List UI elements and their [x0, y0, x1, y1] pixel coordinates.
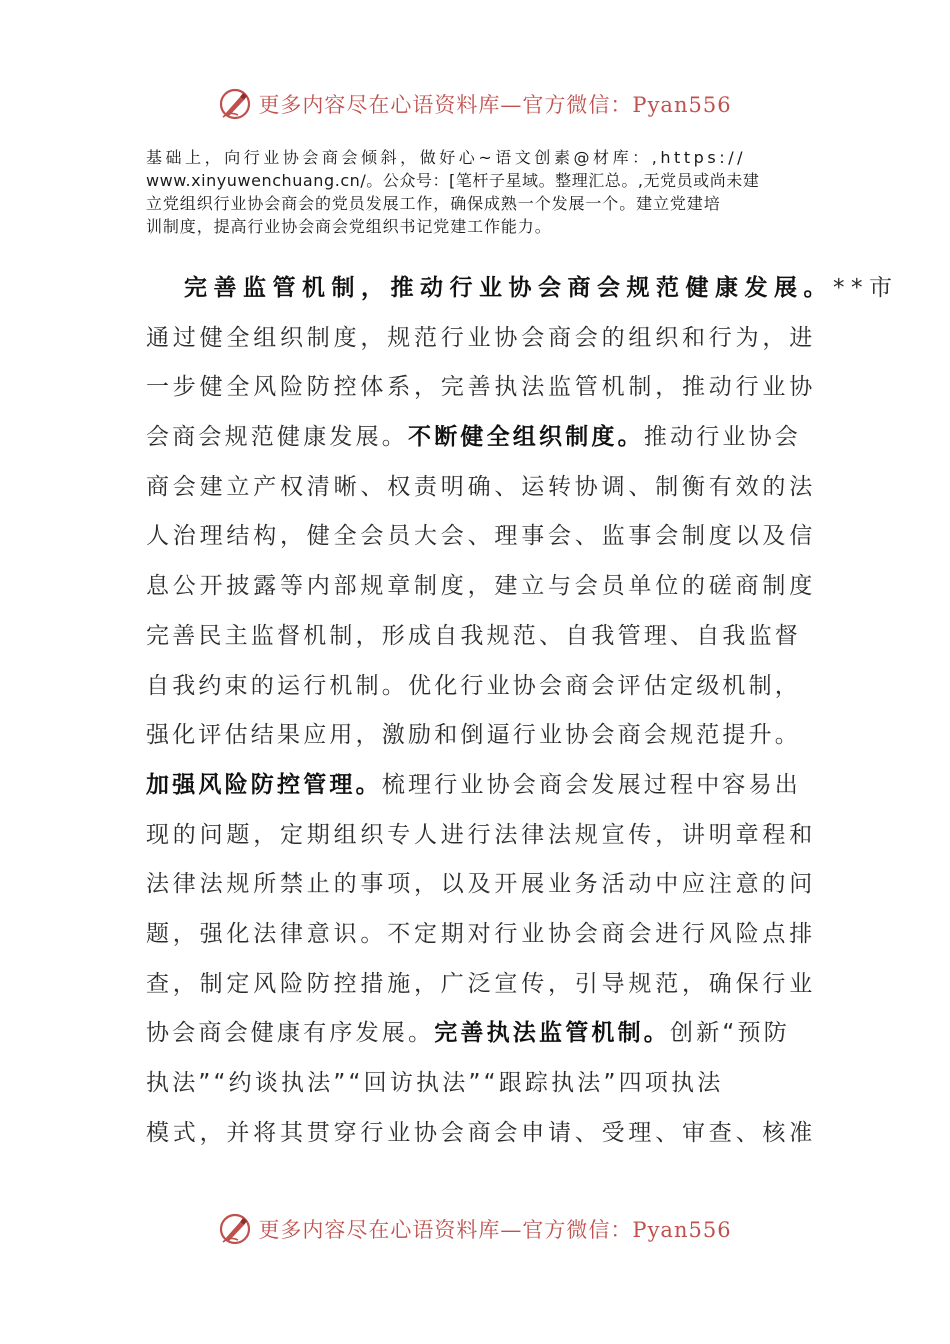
body-text-segment: 会商会规范健康发展。: [146, 424, 408, 451]
body-text-segment: 梳理行业协会商会发展过程中容易出: [381, 771, 802, 798]
intro-line: www.xinyuwenchuang.cn/。公众号：[笔杆子星域。整理汇总。,无党员或尚未建: [146, 171, 760, 190]
body-text-segment: 查，制定风险防控措施，广泛宣传，引导规范，确保行业: [146, 970, 816, 997]
body-text-segment: 完善民主监督机制，形成自我规范、自我管理、自我监督: [146, 622, 801, 649]
bold-heading-text: 加强风险防控管理。: [146, 771, 382, 798]
body-text-segment: 模式，并将其贯穿行业协会商会申请、受理、审查、核准: [146, 1119, 816, 1146]
header-banner: [0, 82, 950, 126]
body-line: [146, 910, 816, 960]
body-line: [146, 463, 816, 513]
body-text-segment: 通过健全组织制度，规范行业协会商会的组织和行为，进: [146, 324, 816, 351]
body-line: [146, 363, 816, 413]
body-line: [146, 512, 816, 562]
body-line: [146, 960, 816, 1010]
body-text-segment: 协会商会健康有序发展。: [146, 1020, 435, 1047]
body-line: [146, 1109, 816, 1159]
body-text-segment: 执法”“约谈执法”“回访执法”“跟踪执法”四项执法: [146, 1070, 724, 1096]
body-line: [146, 761, 810, 811]
body-line: [146, 860, 816, 910]
pen-logo-icon: [218, 87, 252, 121]
body-text-segment: 商会建立产权清晰、权责明确、运转协调、制衡有效的法: [146, 473, 816, 500]
body-line: [146, 1009, 810, 1059]
body-text-segment: 现的问题，定期组织专人进行法律法规宣传，讲明章程和: [146, 821, 816, 848]
body-line: [146, 413, 810, 463]
body-text-segment: 创新“预防: [670, 1020, 790, 1047]
body-text-segment: 题，强化法律意识。不定期对行业协会商会进行风险点排: [146, 920, 816, 947]
body-text-segment: 推动行业协会: [643, 424, 802, 451]
body-text-segment: 自我约束的运行机制。优化行业协会商会评估定级机制，: [146, 672, 801, 699]
body-paragraph: [146, 264, 899, 1158]
body-text-segment: 息公开披露等内部规章制度，建立与会员单位的磋商制度: [146, 573, 816, 600]
footer-banner: [0, 1207, 950, 1251]
banner-text: 更多内容尽在心语资料库—官方微信：Pyan556: [258, 1218, 732, 1242]
body-line: [146, 1059, 810, 1109]
body-line: [146, 811, 816, 861]
body-text-segment: 人治理结构，健全会员大会、理事会、监事会制度以及信: [146, 523, 816, 550]
bold-heading-text: 完善监管机制，推动行业协会商会规范健康发展。: [184, 275, 833, 301]
body-line: [146, 562, 816, 612]
body-line: [146, 314, 816, 364]
intro-line: 立党组织行业协会商会的党员发展工作，确保成熟一个发展一个。建立党建培: [146, 194, 721, 213]
intro-paragraph: [146, 146, 810, 238]
pen-logo-icon: [218, 1212, 252, 1246]
body-text-segment: 强化评估结果应用，激励和倒逼行业协会商会规范提升。: [146, 722, 801, 749]
banner-text: 更多内容尽在心语资料库—官方微信：Pyan556: [258, 93, 732, 117]
intro-line: 基础上，向行业协会商会倾斜，做好心~语文创素@材库：,https://: [146, 148, 747, 167]
body-text-segment: 法律法规所禁止的事项，以及开展业务活动中应注意的问: [146, 871, 816, 898]
body-line: [146, 264, 899, 314]
body-text-segment: **市: [833, 275, 899, 301]
body-line: [146, 662, 810, 712]
body-text-segment: 一步健全风险防控体系，完善执法监管机制，推动行业协: [146, 374, 816, 401]
bold-heading-text: 不断健全组织制度。: [408, 424, 644, 451]
body-line: [146, 711, 810, 761]
bold-heading-text: 完善执法监管机制。: [434, 1020, 671, 1047]
intro-line: 训制度，提高行业协会商会党组织书记党建工作能力。: [146, 217, 552, 236]
body-line: [146, 612, 810, 662]
